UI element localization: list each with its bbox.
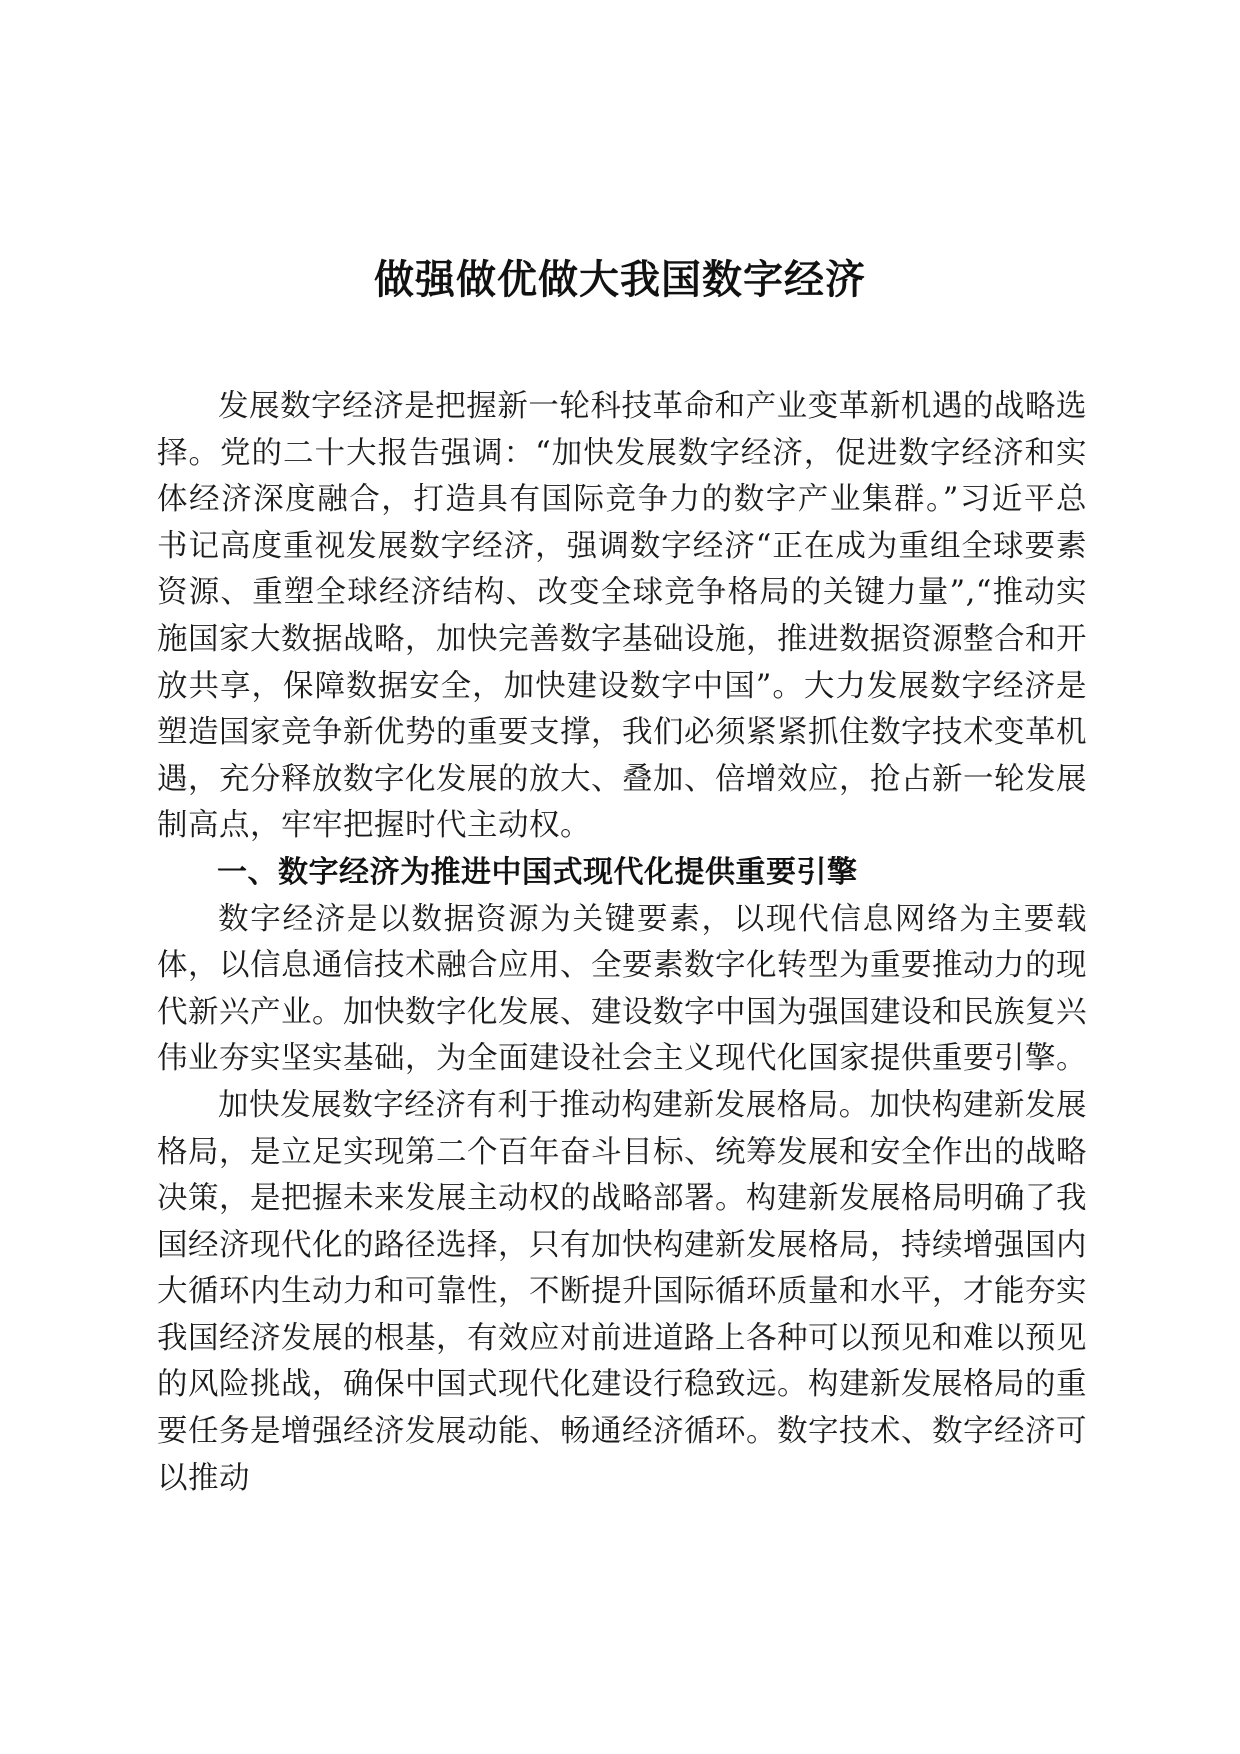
paragraph-intro: 发展数字经济是把握新一轮科技革命和产业变革新机遇的战略选择。党的二十大报告强调：“加快发展数字经济，促进数字经济和实体经济深度融合，打造具有国际竞争力的数字产业集群。”习近平总书记高度重视发展数字经济，强调数字经济“正在成为重组全球要素资源、重塑全球经济结构、改变全球竞争格局的关键力量”,“推动实施国家大数据战略，加快完善数字基础设施，推进数据资源整合和开放共享，保障数据安全，加快建设数字中国”。大力发展数字经济是塑造国家竞争新优势的重要支撑，我们必须紧紧抓住数字技术变革机遇，充分释放数字化发展的放大、叠加、倍增效应，抢占新一轮发展制高点，牢牢把握时代主动权。 bbox=[157, 389, 1087, 844]
paragraph-definition: 数字经济是以数据资源为关键要素，以现代信息网络为主要载体，以信息通信技术融合应用、全要素数字化转型为重要推动力的现代新兴产业。加快数字化发展、建设数字中国为强国建设和民族复兴伟业夯实坚实基础，为全面建设社会主义现代化国家提供重要引擎。 bbox=[157, 901, 1087, 1077]
document-body bbox=[157, 384, 1087, 1502]
section-heading-1: 一、数字经济为推进中国式现代化提供重要引擎 bbox=[217, 854, 858, 890]
paragraph-new-development-pattern: 加快发展数字经济有利于推动构建新发展格局。加快构建新发展格局，是立足实现第二个百年奋斗目标、统筹发展和安全作出的战略决策，是把握未来发展主动权的战略部署。构建新发展格局明确了我国经济现代化的路径选择，只有加快构建新发展格局，持续增强国内大循环内生动力和可靠性，不断提升国际循环质量和水平，才能夯实我国经济发展的根基，有效应对前进道路上各种可以预见和难以预见的风险挑战，确保中国式现代化建设行稳致远。构建新发展格局的重要任务是增强经济发展动能、畅通经济循环。数字技术、数字经济可以推动 bbox=[157, 1087, 1087, 1496]
document-title: 做强做优做大我国数字经济 bbox=[374, 256, 866, 303]
